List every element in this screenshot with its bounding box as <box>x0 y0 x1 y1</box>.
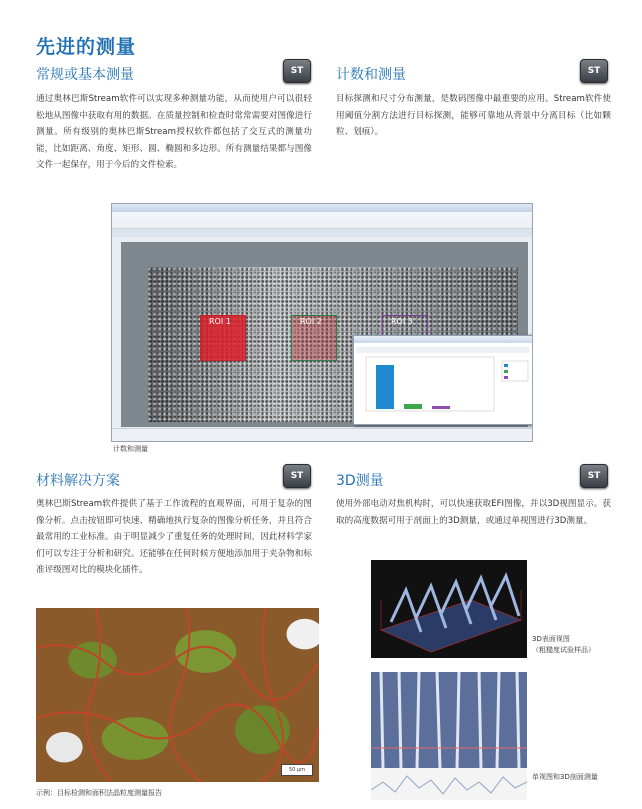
legend-swatch <box>504 376 508 379</box>
roi-label: ROI 2 <box>300 317 322 326</box>
sideview-caption: 单视图和3D剖面测量 <box>532 773 598 781</box>
section-text-basic: 通过奥林巴斯Stream软件可以实现多种测量功能，从而使用户可以很轻松地从图像中获取有用的数据。在质量控制和检查时常常需要对图像进行测量。所有级别的奥林巴斯Stream授权软件都包括了交互式的测量功能，比如距离、角度、矩形、圆、椭圆和多边形。所有测量结果都与图像文件一起保存，用于今后的文件检索。 <box>36 94 312 170</box>
histogram-bar <box>376 365 394 409</box>
stream-badge-icon: ST <box>283 59 311 83</box>
view3d-caption-line1: 3D表面视图 <box>532 635 570 643</box>
section-text-materials: 奥林巴斯Stream软件提供了基于工作流程的直观界面，可用于复杂的图像分析。点击按钮即可快速、精确地执行复杂的图像分析任务，并且符合最常用的工业标准。由于明显减少了重复任务的处理时间，因此材料学家们可以专注于分析和研究。还能够在任何时候方便地添加用于夹杂物和标准评级图对比的模块化插件。 <box>36 499 312 575</box>
roi-box <box>291 315 337 361</box>
status-bar <box>112 428 532 441</box>
histogram-dialog <box>353 335 533 425</box>
histogram-bar <box>404 404 422 409</box>
single-view-profile <box>371 672 527 800</box>
software-screenshot <box>111 203 533 442</box>
histogram-bar <box>432 406 450 409</box>
grain-size-image <box>36 608 319 782</box>
stream-badge-icon: ST <box>580 59 608 83</box>
roi-box <box>200 315 246 361</box>
dialog-titlebar <box>354 336 532 343</box>
section-text-count: 目标探测和尺寸分布测量，是数码图像中最重要的应用。Stream软件使用阈值分割方法进行目标探测，能够可靠地从背景中分离目标（比如颗粒、划痕）。 <box>336 94 611 137</box>
window-titlebar <box>112 204 532 212</box>
ruler-horizontal <box>116 237 528 242</box>
section-text-3d: 使用外部电动对焦机构时，可以快速获取EFI图像，并以3D视图显示。获取的高度数据可用于剖面上的3D测量，或通过单视图进行3D测量。 <box>336 499 611 526</box>
profile-graphic <box>371 672 527 800</box>
legend-swatch <box>504 370 508 373</box>
section-title-basic: 常规或基本测量 <box>36 67 134 83</box>
legend-swatch <box>504 364 508 367</box>
view3d-caption-line2: （粗糙度试验样品） <box>532 646 595 654</box>
scale-bar: 50 μm <box>281 764 313 776</box>
roi-label: ROI 3 <box>391 317 413 326</box>
document-tabs <box>112 229 532 237</box>
grain-boundaries <box>36 608 319 782</box>
surface-3d-view <box>371 560 527 658</box>
roi-label: ROI 1 <box>209 317 231 326</box>
screenshot-caption: 计数和测量 <box>113 445 148 453</box>
surface-3d-graphic <box>371 560 527 658</box>
section-title-3d: 3D测量 <box>336 473 384 489</box>
page-title: 先进的测量 <box>36 36 137 58</box>
ruler-vertical <box>116 242 121 427</box>
section-title-count: 计数和测量 <box>336 67 406 83</box>
materials-caption: 示例：目标检测和面积法晶粒度测量报告 <box>36 789 162 797</box>
histogram-chart <box>354 343 532 423</box>
section-title-materials: 材料解决方案 <box>36 473 120 489</box>
toolbar <box>112 219 532 229</box>
stream-badge-icon: ST <box>283 464 311 488</box>
menu-bar <box>112 212 532 219</box>
stream-badge-icon: ST <box>580 464 608 488</box>
image-canvas <box>116 237 528 427</box>
